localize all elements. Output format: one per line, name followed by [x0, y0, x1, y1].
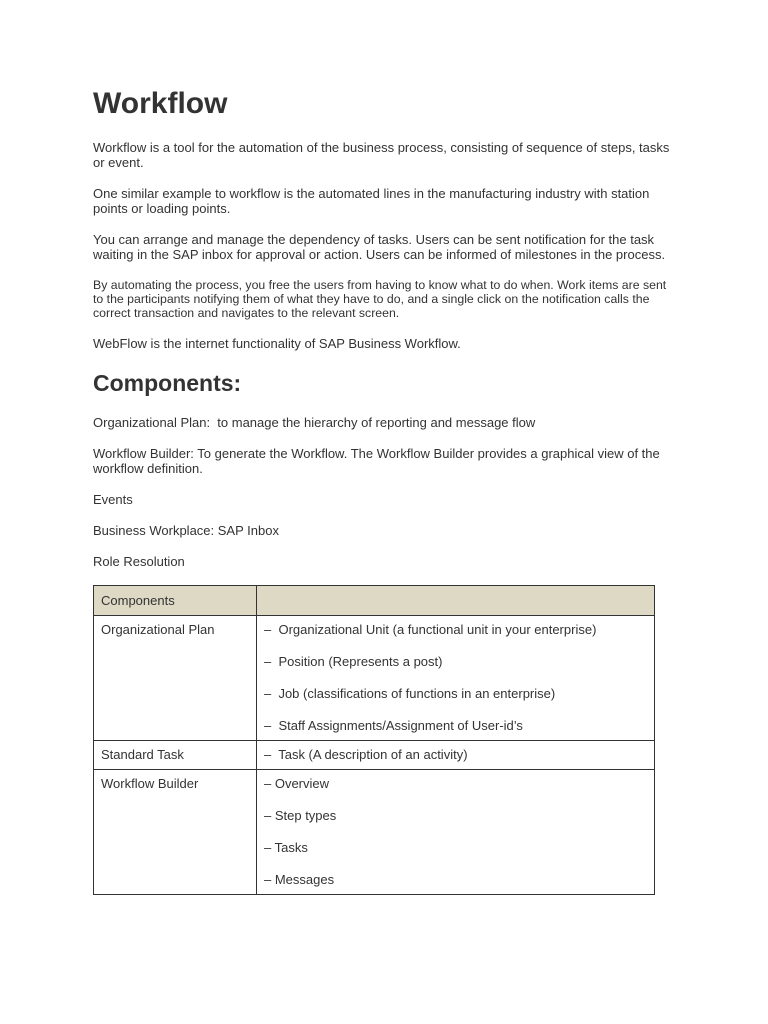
table-row [94, 770, 655, 895]
table-cell-item: – Position (Represents a post) [264, 654, 443, 669]
page-title: Workflow [93, 87, 228, 120]
intro-paragraph: WebFlow is the internet functionality of SAP Business Workflow. [93, 336, 461, 351]
intro-paragraph: By automating the process, you free the users from having to know what to do when. Work items are sent to the participants notifying them of what they have to do, and a single click on the notification calls the correct transaction and navigates to the relevant screen. [93, 278, 667, 320]
table-cell-items [257, 616, 655, 741]
table-cell-name: Standard Task [94, 741, 257, 770]
table-cell-item: – Overview [264, 776, 330, 791]
table-cell-item: – Organizational Unit (a functional unit in your enterprise) [264, 622, 597, 637]
component-line: Organizational Plan: to manage the hierarchy of reporting and message flow [93, 415, 536, 430]
table-cell-item: – Job (classifications of functions in an enterprise) [264, 686, 556, 701]
table-header-cell: Components [94, 586, 257, 616]
table-row [94, 616, 655, 741]
table-header-row [94, 586, 655, 616]
table-cell-item: – Task (A description of an activity) [264, 747, 468, 762]
component-line: Workflow Builder: To generate the Workflow. The Workflow Builder provides a graphical view of the workflow definition. [93, 446, 660, 476]
intro-paragraph: Workflow is a tool for the automation of the business process, consisting of sequence of steps, tasks or event. [93, 140, 670, 170]
components-table [93, 585, 655, 895]
component-line: Business Workplace: SAP Inbox [93, 523, 279, 538]
section-heading-components: Components: [93, 370, 242, 396]
table-row [94, 741, 655, 770]
table-cell-item: – Messages [264, 872, 335, 887]
intro-paragraph: One similar example to workflow is the automated lines in the manufacturing industry with station points or loading points. [93, 186, 650, 216]
table-cell-item: – Step types [264, 808, 337, 823]
component-line: Role Resolution [93, 554, 185, 569]
component-line: Events [93, 492, 133, 507]
table-cell-item: – Tasks [264, 840, 308, 855]
document-page [93, 86, 678, 895]
table-cell-item: – Staff Assignments/Assignment of User-id’s [264, 718, 523, 733]
table-cell-items [257, 770, 655, 895]
table-cell-name: Organizational Plan [94, 616, 257, 741]
table-cell-items [257, 741, 655, 770]
intro-paragraph: You can arrange and manage the dependency of tasks. Users can be sent notification for the task waiting in the SAP inbox for approval or action. Users can be informed of milestones in the process. [93, 232, 666, 262]
table-header-cell [257, 586, 655, 616]
table-cell-name: Workflow Builder [94, 770, 257, 895]
